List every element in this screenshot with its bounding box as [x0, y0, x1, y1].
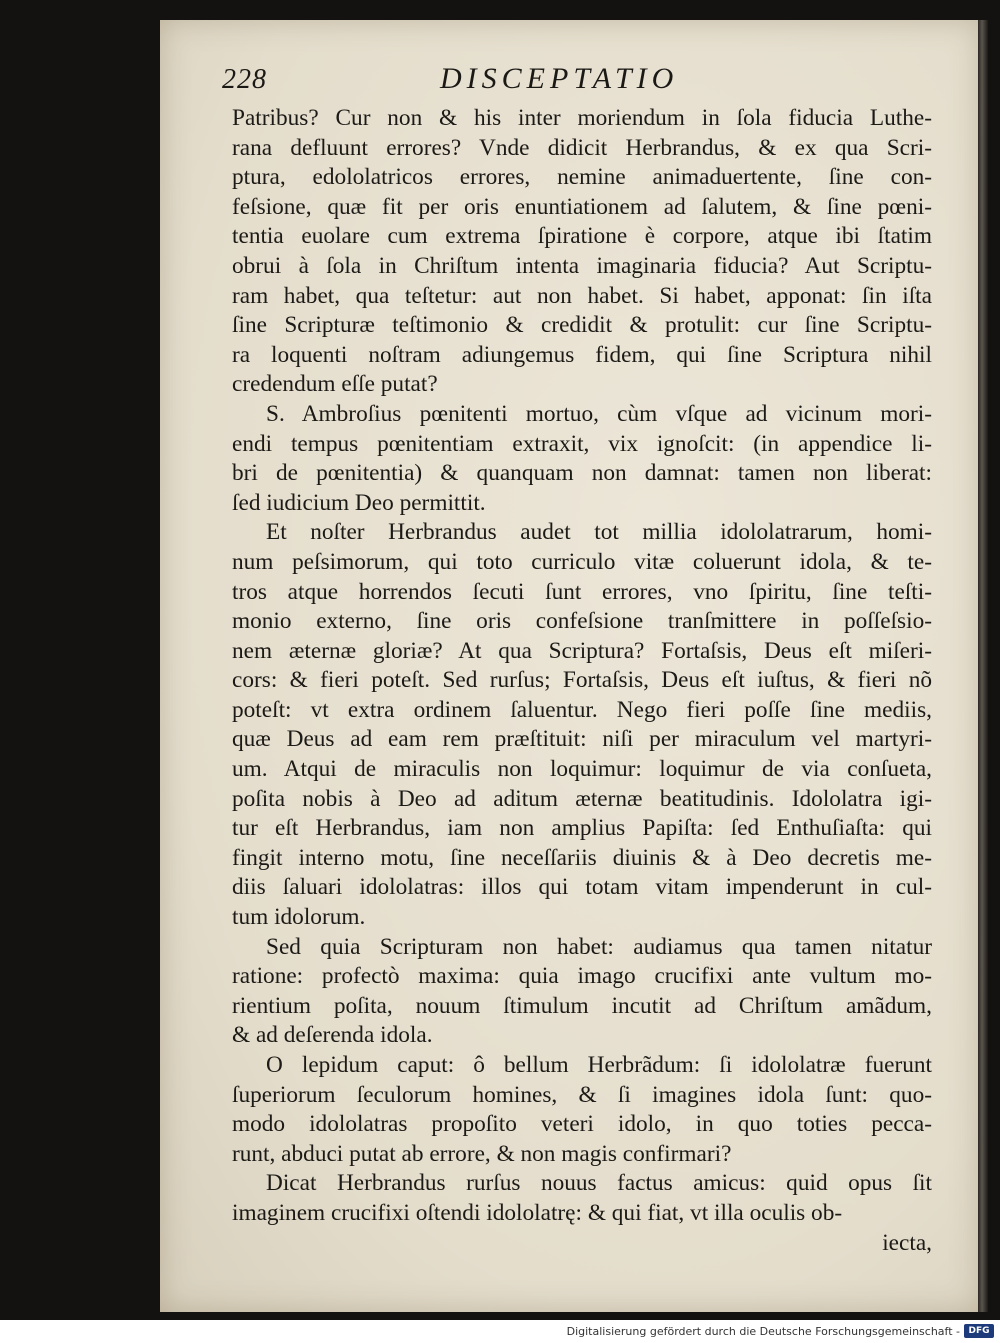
body-text [232, 104, 932, 1258]
page-header [222, 62, 942, 102]
text-line: ram habet, qua teſtetur: aut non habet. Si habet, apponat: ſin iſta [232, 282, 932, 309]
text-line: num peſsimorum, qui toto curriculo vitæ coluerunt idola, & te- [232, 548, 932, 575]
text-line: credendum eſſe putat? [232, 371, 438, 398]
paragraph [232, 933, 932, 1051]
text-line: ſed iudicium Deo permittit. [232, 489, 486, 516]
text-line: tentia euolare cum extrema ſpiratione è corpore, atque ibi ſtatim [232, 223, 932, 250]
text-line: ſuperiorum ſeculorum homines, & ſi imagines idola ſunt: quo- [232, 1081, 932, 1108]
text-line: S. Ambroſius pœnitenti mortuo, cùm vſque ad vicinum mori- [266, 400, 932, 427]
footer-credit: Digitalisierung gefördert durch die Deutsche Forschungsgemeinschaft - [566, 1325, 960, 1338]
text-line: monio externo, ſine oris confeſsione tranſmittere in poſſeſsio- [232, 608, 932, 635]
page-edge [978, 20, 988, 1312]
text-line: diis ſaluari idololatras: illos qui totam vitam impenderunt in cul- [232, 874, 932, 901]
text-line: fingit interno motu, ſine neceſſariis diuinis & à Deo decretis me- [232, 844, 932, 871]
text-line: feſsione, quæ fit per oris enuntiationem ad ſalutem, & ſine pœni- [232, 193, 932, 220]
paragraph [232, 104, 932, 400]
text-line: tum idolorum. [232, 904, 366, 931]
text-line: tros atque horrendos ſecuti ſunt errores, vno ſpiritu, ſine teſti- [232, 578, 932, 605]
text-line: bri de pœnitentia) & quanquam non damnat: tamen non liberat: [232, 460, 932, 487]
text-line: quæ Deus ad eam rem præſtituit: niſi per miraculum vel martyri- [232, 726, 932, 753]
page-number: 228 [222, 64, 267, 95]
paragraph [232, 400, 932, 518]
text-line: rana defluunt errores? Vnde didicit Herbrandus, & ex qua Scri- [232, 134, 932, 161]
text-line: Sed quia Scripturam non habet: audiamus qua tamen nitatur [266, 933, 932, 960]
text-line: Et noſter Herbrandus audet tot millia idololatrarum, homi- [266, 519, 932, 546]
text-line: ptura, edololatricos errores, nemine animaduertente, ſine con- [232, 164, 932, 191]
text-line: ratione: profectò maxima: quia imago crucifixi ante vultum mo- [232, 963, 932, 990]
text-line: obrui à ſola in Chriſtum intenta imaginaria fiducia? Aut Scriptu- [232, 252, 932, 279]
dfg-logo: DFG [964, 1324, 994, 1338]
running-head: DISCEPTATIO [440, 62, 679, 95]
text-line: cors: & fieri poteſt. Sed rurſus; Fortaſsis, Deus eſt iuſtus, & fieri nõ [232, 667, 932, 694]
text-line: poſita nobis à Deo ad aditum æternæ beatitudinis. Idololatra igi- [232, 785, 932, 812]
paragraph [232, 1051, 932, 1169]
text-line: nem æternæ gloriæ? At qua Scriptura? Fortaſsis, Deus eſt miſeri- [232, 637, 932, 664]
text-line: Patribus? Cur non & his inter moriendum in ſola fiducia Luthe- [232, 105, 932, 131]
paragraph [232, 1169, 932, 1228]
text-line: poteſt: vt extra ordinem ſaluentur. Nego fieri poſſe ſine mediis, [232, 696, 932, 723]
text-line: um. Atqui de miraculis non loquimur: loquimur de via conſueta, [232, 756, 932, 783]
catchword: iecta, [882, 1229, 932, 1256]
text-line: rientium poſita, nouum ſtimulum incutit ad Chriſtum amãdum, [232, 992, 932, 1019]
paragraph [232, 518, 932, 932]
text-line: tur eſt Herbrandus, iam non amplius Papiſta: ſed Enthuſiaſta: qui [232, 815, 932, 842]
text-line: O lepidum caput: ô bellum Herbrãdum: ſi idololatræ fuerunt [266, 1052, 932, 1078]
digitization-footer [0, 1320, 1000, 1343]
text-line: imaginem crucifixi oſtendi idololatrę: & qui fiat, vt illa oculis ob- [232, 1199, 843, 1226]
text-line: endi tempus pœnitentiam extraxit, vix ignoſcit: (in appendice li- [232, 430, 932, 457]
text-line: ſine Scripturæ teſtimonio & credidit & protulit: cur ſine Scriptu- [232, 312, 932, 339]
text-line: runt, abduci putat ab errore, & non magis confirmari? [232, 1140, 732, 1167]
text-line: & ad deſerenda idola. [232, 1022, 433, 1049]
text-line: modo idololatras propoſito veteri idolo, in quo toties pecca- [232, 1111, 932, 1138]
text-line: ra loquenti noſtram adiungemus fidem, qui ſine Scriptura nihil [232, 341, 932, 368]
text-line: Dicat Herbrandus rurſus nouus factus amicus: quid opus ſit [266, 1170, 932, 1197]
